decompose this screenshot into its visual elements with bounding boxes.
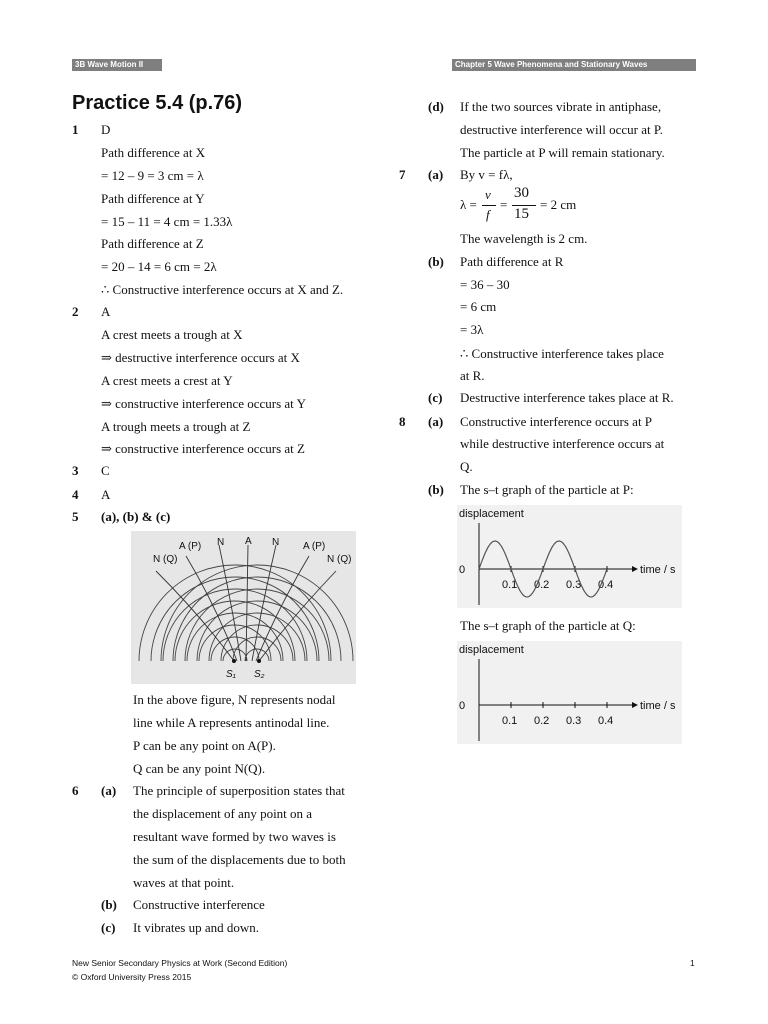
q5-line: P can be any point on A(P).	[133, 738, 276, 753]
eq-v: v	[485, 187, 491, 202]
chart-background	[457, 505, 682, 608]
q8b-caption-q: The s–t graph of the particle at Q:	[460, 618, 636, 633]
q2-answer: A	[101, 304, 111, 319]
label-source-s2: S₂	[254, 669, 265, 680]
origin-label: 0	[459, 564, 466, 576]
q1-line: = 12 – 9 = 3 cm = λ	[101, 168, 204, 183]
q2-line: A trough meets a trough at Z	[101, 419, 251, 434]
q1-answer: D	[101, 122, 111, 137]
q6b-answer: Constructive interference	[133, 897, 265, 912]
q6-number: 6	[72, 783, 79, 798]
q7b-line: = 3λ	[460, 322, 484, 337]
q6c-answer: It vibrates up and down.	[133, 920, 260, 935]
y-axis-label: displacement	[459, 508, 524, 520]
x-tick-label: 0.3	[566, 579, 582, 591]
label-nodal-q-left: N (Q)	[153, 554, 178, 565]
footer-copyright: © Oxford University Press 2015	[72, 972, 192, 982]
q6a-label: (a)	[101, 783, 117, 798]
header-chapter: Chapter 5 Wave Phenomena and Stationary Waves	[452, 59, 696, 71]
x-tick-label: 0.4	[598, 715, 614, 727]
q6d-line: destructive interference will occur at P.	[460, 122, 663, 137]
q1-line: Path difference at Z	[101, 236, 204, 251]
q8a-line: Constructive interference occurs at P	[460, 414, 653, 429]
q6a-line: resultant wave formed by two waves is	[133, 829, 336, 844]
y-axis-label: displacement	[459, 644, 524, 656]
q1-conclusion: ∴ Constructive interference occurs at X and Z.	[101, 282, 344, 297]
q6a-line: waves at that point.	[133, 875, 235, 890]
x-axis-label: time / s	[640, 700, 676, 712]
q2-line: ⇒ constructive interference occurs at Y	[101, 396, 306, 411]
q8-number: 8	[399, 414, 406, 429]
q5-line: line while A represents antinodal line.	[133, 715, 330, 730]
q6b-label: (b)	[101, 897, 117, 912]
q8b-caption-p: The s–t graph of the particle at P:	[460, 482, 634, 497]
q2-line: A crest meets a crest at Y	[101, 373, 233, 388]
q7b-line: Path difference at R	[460, 254, 564, 269]
interference-pattern-figure	[131, 531, 356, 684]
q8a-line: Q.	[460, 459, 473, 474]
q2-number: 2	[72, 304, 79, 319]
q7a-label: (a)	[428, 167, 444, 182]
st-graph-particle-q	[457, 641, 682, 744]
footer-book-title: New Senior Secondary Physics at Work (Second Edition)	[72, 958, 288, 968]
q6d-line: The particle at P will remain stationary.	[460, 145, 665, 160]
q5-label: (a), (b) & (c)	[101, 509, 171, 524]
q6d-label: (d)	[428, 99, 444, 114]
q1-line: Path difference at Y	[101, 191, 205, 206]
x-axis-label: time / s	[640, 564, 676, 576]
footer-page-number: 1	[690, 958, 695, 968]
q2-line: ⇒ destructive interference occurs at X	[101, 350, 300, 365]
q2-line: ⇒ constructive interference occurs at Z	[101, 441, 305, 456]
eq-lambda: λ =	[460, 197, 477, 212]
eq-30: 30	[514, 185, 529, 201]
x-tick-label: 0.1	[502, 715, 518, 727]
q1-number: 1	[72, 122, 79, 137]
x-tick-label: 0.1	[502, 579, 518, 591]
q5-line: Q can be any point N(Q).	[133, 761, 266, 776]
q4-answer: A	[101, 487, 111, 502]
eq-equals: =	[500, 197, 508, 212]
source-s2-dot	[257, 659, 261, 663]
eq-result: = 2 cm	[540, 197, 577, 212]
q7b-line: ∴ Constructive interference takes place	[460, 346, 664, 361]
q6a-line: the sum of the displacements due to both	[133, 852, 346, 867]
label-source-s1: S₁	[226, 669, 236, 680]
label-antinodal: A	[245, 536, 252, 547]
q7b-line: = 36 – 30	[460, 277, 510, 292]
header-section: 3B Wave Motion II	[72, 59, 162, 71]
q4-number: 4	[72, 487, 79, 502]
q6d-line: If the two sources vibrate in antiphase,	[460, 99, 662, 114]
q1-line: Path difference at X	[101, 145, 206, 160]
q7b-line: at R.	[460, 368, 485, 383]
label-antinodal-p-right: A (P)	[303, 541, 326, 552]
q7-number: 7	[399, 167, 406, 182]
eq-f: f	[486, 207, 490, 222]
q8a-line: while destructive interference occurs at	[460, 436, 665, 451]
label-nodal-1: N	[217, 537, 225, 548]
q1-line: = 20 – 14 = 6 cm = 2λ	[101, 259, 217, 274]
x-tick-label: 0.4	[598, 579, 614, 591]
chart-background	[457, 641, 682, 744]
page-title: Practice 5.4 (p.76)	[72, 92, 243, 114]
st-graph-particle-p	[457, 505, 682, 608]
q5-line: In the above figure, N represents nodal	[133, 692, 336, 707]
q1-line: = 15 – 11 = 4 cm = 1.33λ	[101, 214, 233, 229]
q7c-label: (c)	[428, 390, 443, 405]
q3-answer: C	[101, 463, 110, 478]
x-tick-label: 0.3	[566, 715, 582, 727]
q6a-line: the displacement of any point on a	[133, 806, 313, 821]
q7b-label: (b)	[428, 254, 444, 269]
q6a-line: The principle of superposition states that	[133, 783, 345, 798]
x-tick-label: 0.2	[534, 579, 550, 591]
q3-number: 3	[72, 463, 79, 478]
origin-label: 0	[459, 700, 466, 712]
eq-15: 15	[514, 206, 529, 222]
eq-fraction-bar-1	[482, 205, 496, 206]
q6c-label: (c)	[101, 920, 116, 935]
x-tick-label: 0.2	[534, 715, 550, 727]
q7b-line: = 6 cm	[460, 299, 497, 314]
q5-number: 5	[72, 509, 79, 524]
q8a-label: (a)	[428, 414, 444, 429]
q8b-label: (b)	[428, 482, 444, 497]
label-nodal-q-right: N (Q)	[327, 554, 352, 565]
wavelength-equation	[460, 187, 600, 223]
q7a-line: By v = fλ,	[460, 167, 513, 182]
q2-line: A crest meets a trough at X	[101, 327, 243, 342]
q7a-line: The wavelength is 2 cm.	[460, 231, 588, 246]
label-antinodal-p-left: A (P)	[179, 541, 202, 552]
label-nodal-2: N	[272, 537, 280, 548]
q7c-answer: Destructive interference takes place at R.	[460, 390, 674, 405]
source-s1-dot	[232, 659, 236, 663]
